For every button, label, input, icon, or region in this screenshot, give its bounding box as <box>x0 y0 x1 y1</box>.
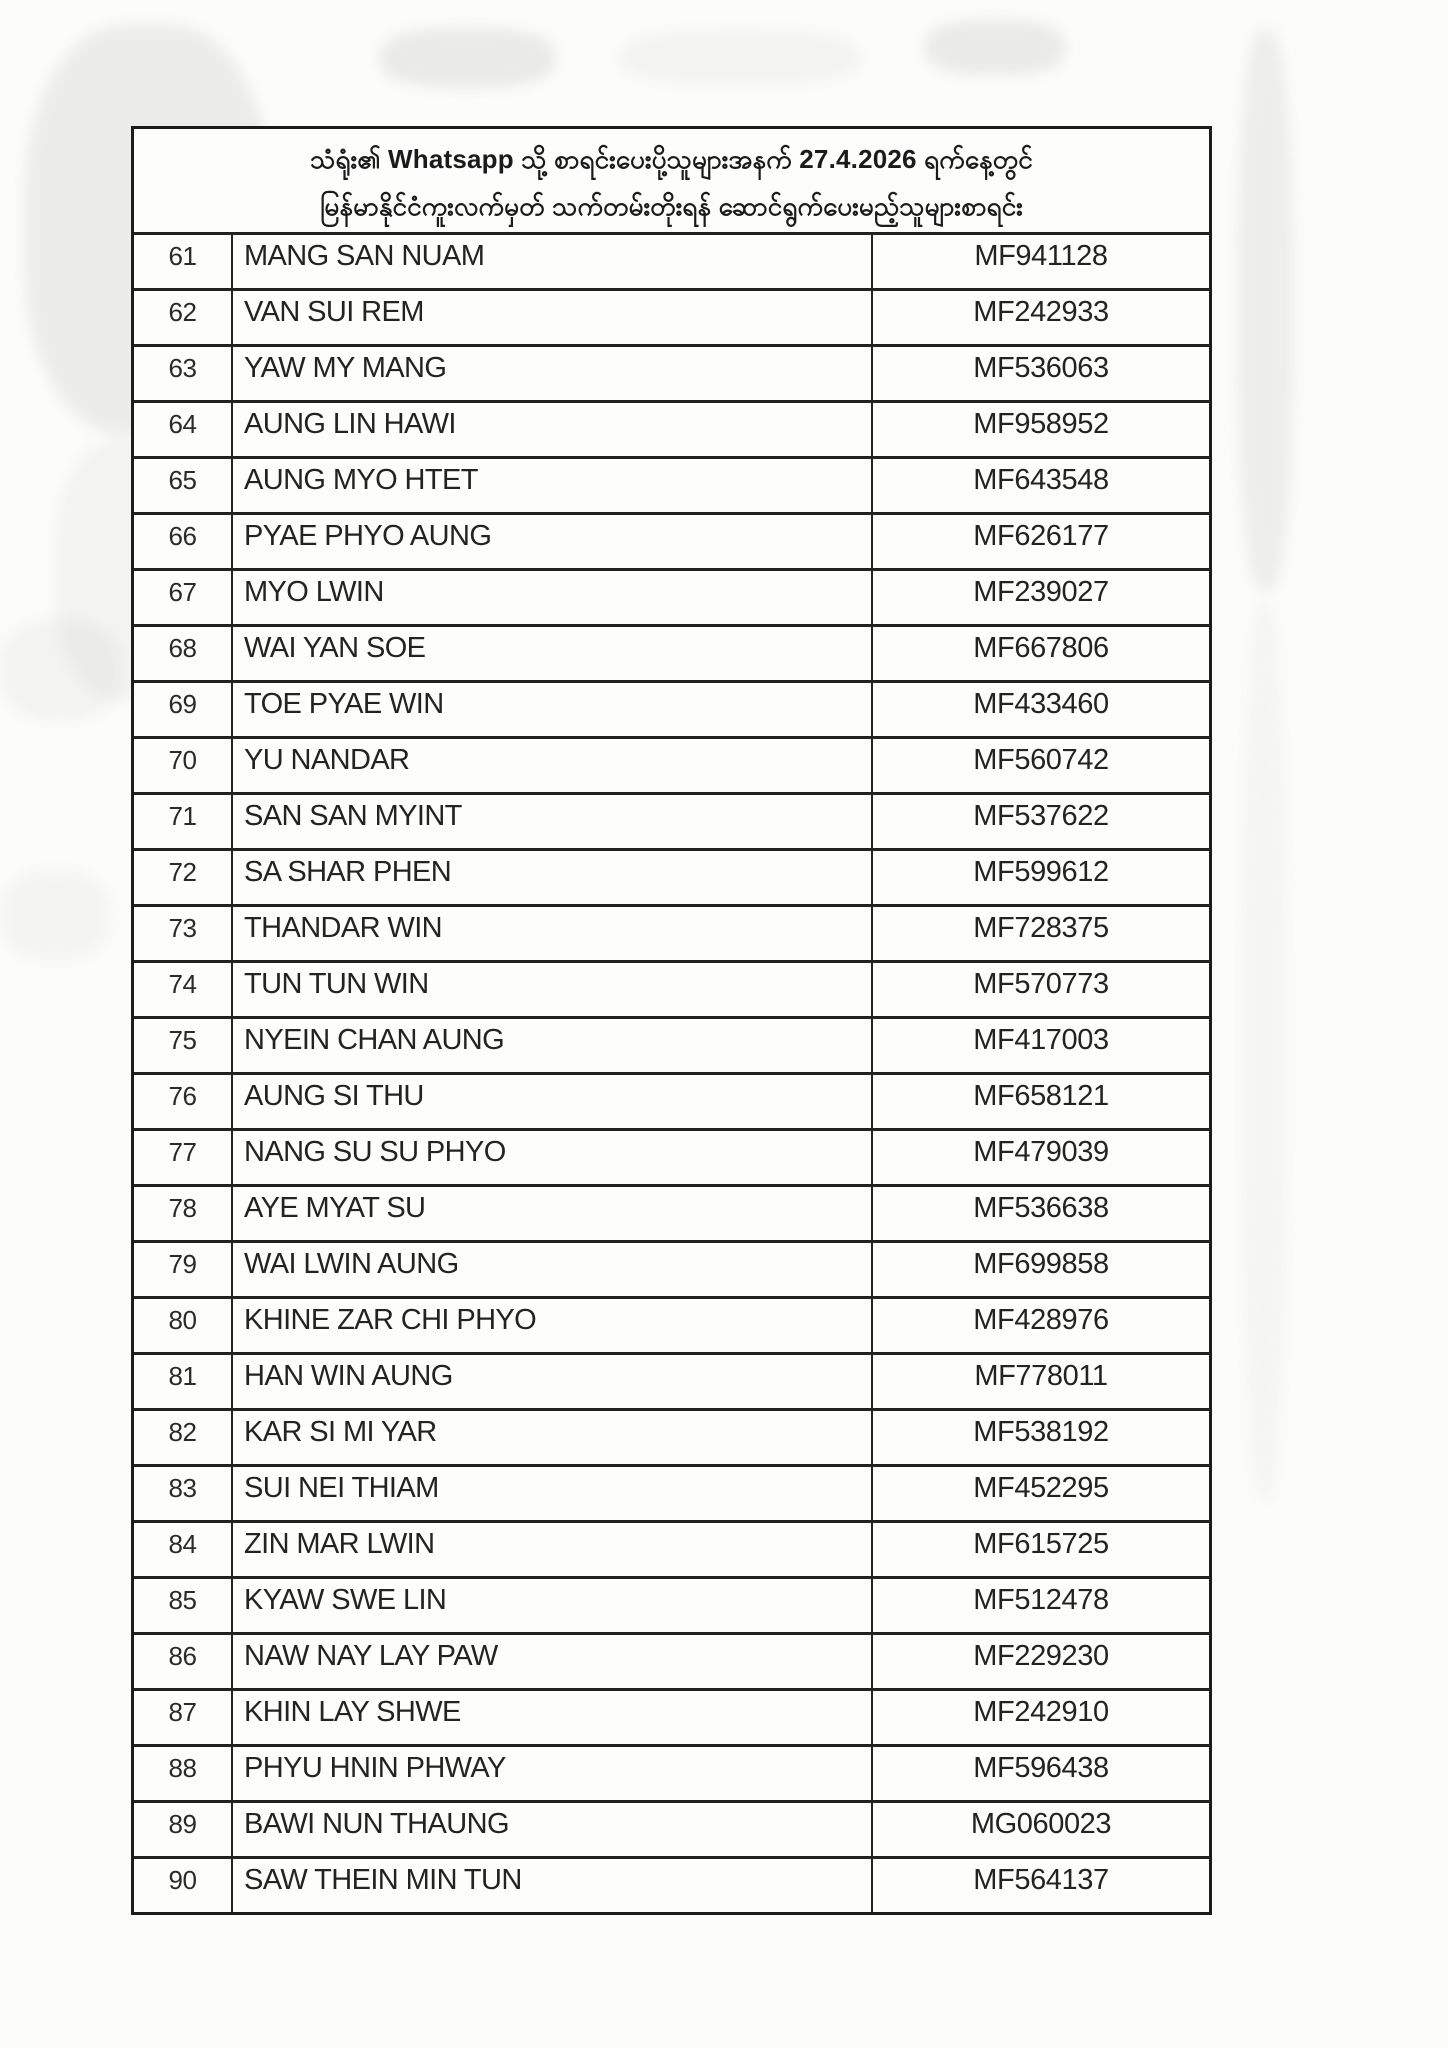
table-row <box>134 512 1209 568</box>
table-row <box>134 1744 1209 1800</box>
table-row <box>134 1856 1209 1912</box>
row-number-cell: 78 <box>134 1187 233 1240</box>
passport-no-cell: MF699858 <box>973 1248 1109 1280</box>
table-row <box>134 792 1209 848</box>
name-cell: KYAW SWE LIN <box>233 1579 873 1632</box>
name-cell: YU NANDAR <box>233 739 873 792</box>
passport-no-cell: MF667806 <box>973 632 1109 664</box>
row-number-cell: 65 <box>134 459 233 512</box>
row-number-cell: 87 <box>134 1691 233 1744</box>
row-number-cell: 74 <box>134 963 233 1016</box>
table-row <box>134 1632 1209 1688</box>
name-cell: WAI YAN SOE <box>233 627 873 680</box>
name-cell: AUNG MYO HTET <box>233 459 873 512</box>
passport-no-cell: MF728375 <box>973 912 1109 944</box>
row-number-cell: 76 <box>134 1075 233 1128</box>
passport-no-cell: MF643548 <box>973 464 1109 496</box>
table-row <box>134 1800 1209 1856</box>
name-cell: KHINE ZAR CHI PHYO <box>233 1299 873 1352</box>
table-row <box>134 1240 1209 1296</box>
name-cell: SAW THEIN MIN TUN <box>233 1859 873 1912</box>
passport-no-cell: MF958952 <box>973 408 1109 440</box>
name-cell: THANDAR WIN <box>233 907 873 960</box>
passport-no-cell: MF537622 <box>973 800 1109 832</box>
row-number-cell: 72 <box>134 851 233 904</box>
passport-no-cell: MF417003 <box>973 1024 1109 1056</box>
passport-no-cell: MF941128 <box>974 240 1108 272</box>
passport-no-cell: MF242933 <box>973 296 1109 328</box>
scan-smudge <box>380 28 555 88</box>
scan-smudge <box>0 870 110 960</box>
passport-no-cell: MF778011 <box>974 1360 1108 1392</box>
scan-smudge <box>620 30 860 85</box>
name-cell: WAI LWIN AUNG <box>233 1243 873 1296</box>
row-number-cell: 82 <box>134 1411 233 1464</box>
passport-no-cell: MF229230 <box>973 1640 1109 1672</box>
row-number-cell: 79 <box>134 1243 233 1296</box>
table-row <box>134 904 1209 960</box>
table-row <box>134 624 1209 680</box>
passport-no-cell: MF239027 <box>973 576 1109 608</box>
row-number-cell: 80 <box>134 1299 233 1352</box>
row-number-cell: 68 <box>134 627 233 680</box>
row-number-cell: 70 <box>134 739 233 792</box>
passport-no-cell: MF626177 <box>973 520 1109 552</box>
row-number-cell: 90 <box>134 1859 233 1912</box>
table-row <box>134 1296 1209 1352</box>
table-title-line2: မြန်မာနိုင်ငံကူးလက်မှတ် သက်တမ်းတိုးရန် ဆောင်ရွက်ပေးမည့်သူများစာရင်း <box>320 190 1023 221</box>
name-cell: SUI NEI THIAM <box>233 1467 873 1520</box>
name-cell: MANG SAN NUAM <box>233 235 873 288</box>
row-number-cell: 67 <box>134 571 233 624</box>
passport-no-cell: MF536638 <box>973 1192 1109 1224</box>
table-row <box>134 1408 1209 1464</box>
row-number-cell: 84 <box>134 1523 233 1576</box>
passport-no-cell: MF599612 <box>973 856 1109 888</box>
passport-no-cell: MF658121 <box>973 1080 1109 1112</box>
name-cell: NYEIN CHAN AUNG <box>233 1019 873 1072</box>
row-number-cell: 83 <box>134 1467 233 1520</box>
table-row <box>134 1688 1209 1744</box>
passport-no-cell: MF479039 <box>973 1136 1109 1168</box>
passport-no-cell: MF538192 <box>973 1416 1109 1448</box>
passport-renewal-table <box>131 126 1212 1915</box>
row-number-cell: 66 <box>134 515 233 568</box>
name-cell: NANG SU SU PHYO <box>233 1131 873 1184</box>
name-cell: MYO LWIN <box>233 571 873 624</box>
table-row <box>134 1520 1209 1576</box>
row-number-cell: 69 <box>134 683 233 736</box>
passport-no-cell: MF242910 <box>973 1696 1109 1728</box>
name-cell: KHIN LAY SHWE <box>233 1691 873 1744</box>
table-title-line1: သံရုံး၏ Whatsapp သို့ စာရင်းပေးပို့သူများအနက် 27.4.2026 ရက်နေ့တွင် <box>310 144 1033 174</box>
table-row <box>134 680 1209 736</box>
passport-no-cell: MF615725 <box>973 1528 1109 1560</box>
row-number-cell: 77 <box>134 1131 233 1184</box>
table-row <box>134 960 1209 1016</box>
passport-no-cell: MF428976 <box>973 1304 1109 1336</box>
passport-no-cell: MG060023 <box>970 1808 1112 1840</box>
table-row <box>134 848 1209 904</box>
row-number-cell: 85 <box>134 1579 233 1632</box>
table-row <box>134 456 1209 512</box>
scan-smudge <box>925 20 1065 75</box>
name-cell: PHYU HNIN PHWAY <box>233 1747 873 1800</box>
passport-no-cell: MF560742 <box>973 744 1109 776</box>
name-cell: PYAE PHYO AUNG <box>233 515 873 568</box>
row-number-cell: 64 <box>134 403 233 456</box>
table-row <box>134 400 1209 456</box>
row-number-cell: 62 <box>134 291 233 344</box>
row-number-cell: 86 <box>134 1635 233 1688</box>
table-row <box>134 1576 1209 1632</box>
passport-no-cell: MF564137 <box>973 1864 1109 1896</box>
name-cell: NAW NAY LAY PAW <box>233 1635 873 1688</box>
row-number-cell: 81 <box>134 1355 233 1408</box>
table-title <box>134 129 1209 232</box>
passport-no-cell: MF596438 <box>973 1752 1109 1784</box>
table-row <box>134 1072 1209 1128</box>
row-number-cell: 89 <box>134 1803 233 1856</box>
scan-smudge <box>1238 30 1293 590</box>
table-row <box>134 1184 1209 1240</box>
table-row <box>134 1016 1209 1072</box>
row-number-cell: 73 <box>134 907 233 960</box>
row-number-cell: 75 <box>134 1019 233 1072</box>
name-cell: TUN TUN WIN <box>233 963 873 1016</box>
name-cell: HAN WIN AUNG <box>233 1355 873 1408</box>
table-rows <box>134 232 1209 1912</box>
passport-no-cell: MF570773 <box>973 968 1109 1000</box>
row-number-cell: 61 <box>134 235 233 288</box>
passport-no-cell: MF512478 <box>973 1584 1109 1616</box>
table-row <box>134 344 1209 400</box>
passport-no-cell: MF536063 <box>973 352 1109 384</box>
row-number-cell: 71 <box>134 795 233 848</box>
row-number-cell: 88 <box>134 1747 233 1800</box>
name-cell: BAWI NUN THAUNG <box>233 1803 873 1856</box>
passport-no-cell: MF452295 <box>973 1472 1109 1504</box>
name-cell: KAR SI MI YAR <box>233 1411 873 1464</box>
table-row <box>134 568 1209 624</box>
name-cell: ZIN MAR LWIN <box>233 1523 873 1576</box>
row-number-cell: 63 <box>134 347 233 400</box>
table-row <box>134 736 1209 792</box>
scan-smudge <box>0 620 120 720</box>
name-cell: SAN SAN MYINT <box>233 795 873 848</box>
table-row <box>134 1464 1209 1520</box>
passport-no-cell: MF433460 <box>973 688 1109 720</box>
table-row <box>134 232 1209 288</box>
name-cell: TOE PYAE WIN <box>233 683 873 736</box>
name-cell: AUNG SI THU <box>233 1075 873 1128</box>
table-row <box>134 288 1209 344</box>
scan-smudge <box>1242 600 1287 1500</box>
name-cell: VAN SUI REM <box>233 291 873 344</box>
name-cell: AYE MYAT SU <box>233 1187 873 1240</box>
table-row <box>134 1352 1209 1408</box>
name-cell: AUNG LIN HAWI <box>233 403 873 456</box>
name-cell: YAW MY MANG <box>233 347 873 400</box>
name-cell: SA SHAR PHEN <box>233 851 873 904</box>
table-row <box>134 1128 1209 1184</box>
